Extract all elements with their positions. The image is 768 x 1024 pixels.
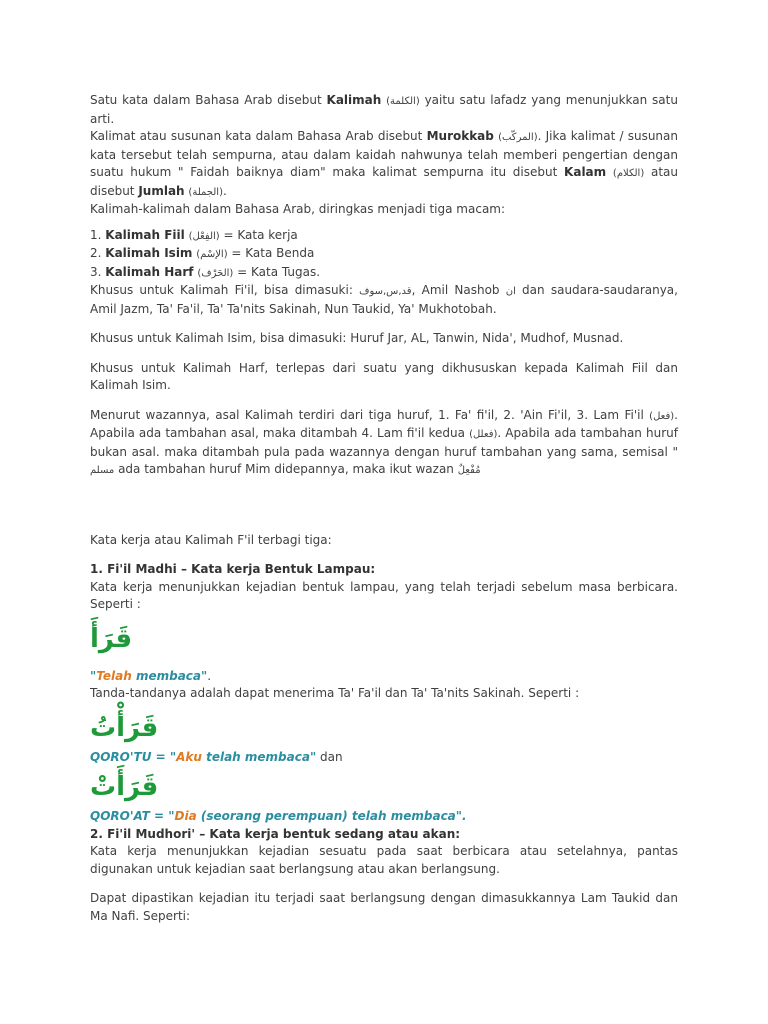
text: Kalimat atau susunan kata dalam Bahasa Arab disebut <box>90 129 427 143</box>
text: . <box>222 183 227 198</box>
paragraph-murokkab <box>90 128 678 201</box>
list-item <box>90 245 678 264</box>
text: yaitu satu lafadz yang menunjukkan satu arti. <box>90 93 678 126</box>
list-term: Kalimah Fiil <box>105 227 185 242</box>
text: atau disebut <box>90 165 678 198</box>
kalimah-list <box>90 227 678 283</box>
text: . <box>462 809 467 823</box>
arabic-term: ان <box>505 286 516 297</box>
term-kalimah: Kalimah <box>326 93 382 107</box>
meaning-text: QORO'TU = " <box>90 749 177 764</box>
text: dan saudara-saudaranya, Amil Jazm, Ta' Fa'il, Ta' Ta'nits Sakinah, Nun Taukid, Ya' Mukhotobah. <box>90 283 678 316</box>
arabic-term: قد,س,سوف <box>359 286 412 297</box>
highlight-word: Dia <box>174 809 197 823</box>
list-number: 2. <box>90 246 106 260</box>
list-item <box>90 227 678 246</box>
term-jumlah: Jumlah <box>138 183 185 198</box>
arabic-term: مُفْعِلٌ <box>457 465 481 476</box>
meaning-qorotu <box>90 749 678 767</box>
text: . <box>207 668 212 683</box>
highlight-word: Telah <box>96 668 132 683</box>
arabic-term: (الإسْم) <box>196 249 228 260</box>
meaning-qoroat <box>90 808 678 826</box>
term-kalam: Kalam <box>564 165 607 179</box>
paragraph-tiga-macam: Kalimah-kalimah dalam Bahasa Arab, diringkas menjadi tiga macam: <box>90 202 506 216</box>
list-item <box>90 264 678 283</box>
arabic-term: (الكلمة) <box>386 96 420 107</box>
arabic-term: (فعل) <box>649 410 675 422</box>
meaning-text: membaca" <box>131 668 208 683</box>
paragraph-mudhori-desc: Kata kerja menunjukkan kejadian sesuatu pada saat berbicara atau setelahnya, pantas digunakan untuk kejadian saat berlangsung atau akan berlangsung. <box>90 844 678 876</box>
meaning-qoro <box>90 668 678 686</box>
arabic-example-qoroat: قَرَأَتْ <box>90 772 159 802</box>
meaning-text: QORO'AT = " <box>90 809 175 823</box>
heading-fiil-mudhori: 2. Fi'il Mudhori' – Kata kerja bentuk sedang atau akan: <box>90 826 461 841</box>
arabic-term: (الفِعْل) <box>188 230 220 242</box>
arabic-term: (الكلام) <box>612 168 645 179</box>
paragraph-madhi-desc: Kata kerja menunjukkan kejadian bentuk lampau, yang telah terjadi sebelum masa berbicara. Seperti : <box>90 579 678 611</box>
arabic-term: (فعلل) <box>469 429 498 440</box>
arabic-term: (الجملة) <box>188 186 223 198</box>
text: . Apabila ada tambahan huruf bukan asal. maka ditambah pula pada wazannya dengan huruf tambahan yang sama, semisal " <box>90 426 678 459</box>
text: . Jika kalimat / susunan kata tersebut telah sempurna, atau dalam kaidah nahwunya telah memberi pengertian dengan suatu hukum " Faidah baiknya diam" maka kalimat sempurna itu disebut <box>90 129 679 179</box>
arabic-term: (الحَرْف) <box>197 267 234 279</box>
list-meaning: = Kata kerja <box>219 227 298 242</box>
arabic-term: (المركّب) <box>498 132 538 143</box>
paragraph-kalimah <box>90 92 678 128</box>
highlight-word: Aku <box>176 749 202 764</box>
meaning-text: (seorang perempuan) telah membaca" <box>196 809 463 823</box>
article <box>90 92 678 925</box>
meaning-text: telah membaca" <box>201 749 317 764</box>
list-term: Kalimah Isim <box>105 246 193 260</box>
arabic-term: مسلم <box>90 465 115 476</box>
list-number: 3. <box>90 264 106 279</box>
paragraph-khusus-fiil <box>90 282 678 318</box>
heading-fiil-madhi: 1. Fi'il Madhi – Kata kerja Bentuk Lampau: <box>90 562 376 576</box>
term-murokkab: Murokkab <box>426 129 494 143</box>
paragraph-mudhori-desc2: Dapat dipastikan kejadian itu terjadi saat berlangsung dengan dimasukkannya Lam Taukid dan Ma Nafi. Seperti: <box>90 891 678 923</box>
arabic-example-qoro: قَرَأَ <box>90 623 133 654</box>
list-meaning: = Kata Tugas. <box>233 264 321 279</box>
text: dan <box>316 749 343 764</box>
list-term: Kalimah Harf <box>105 264 194 279</box>
text: . Apabila ada tambahan asal, maka ditambah 4. Lam fi'il kedua <box>90 407 678 440</box>
text: , Amil Nashob <box>411 283 506 297</box>
text: ada tambahan huruf Mim didepannya, maka ikut wazan <box>114 462 458 476</box>
text: Satu kata dalam Bahasa Arab disebut <box>90 93 327 107</box>
arabic-example-qorotu: قَرَأْتُ <box>90 712 159 743</box>
quote-mark: " <box>90 668 97 683</box>
list-number: 1. <box>90 227 106 242</box>
paragraph-wazan <box>90 407 678 480</box>
paragraph-tanda: Tanda-tandanya adalah dapat menerima Ta' Fa'il dan Ta' Ta'nits Sakinah. Seperti : <box>90 686 580 700</box>
paragraph-khusus-isim: Khusus untuk Kalimah Isim, bisa dimasuki: Huruf Jar, AL, Tanwin, Nida', Mudhof, Musnad. <box>90 331 624 345</box>
paragraph-fiil-intro: Kata kerja atau Kalimah F'il terbagi tiga: <box>90 532 332 547</box>
list-meaning: = Kata Benda <box>227 246 315 260</box>
paragraph-khusus-harf: Khusus untuk Kalimah Harf, terlepas dari suatu yang dikhususkan kepada Kalimah Fiil dan Kalimah Isim. <box>90 360 678 392</box>
text: Khusus untuk Kalimah Fi'il, bisa dimasuki: <box>90 283 360 297</box>
text: Menurut wazannya, asal Kalimah terdiri dari tiga huruf, 1. Fa' fi'il, 2. 'Ain Fi'il, 3. Lam Fi'il <box>90 407 650 422</box>
